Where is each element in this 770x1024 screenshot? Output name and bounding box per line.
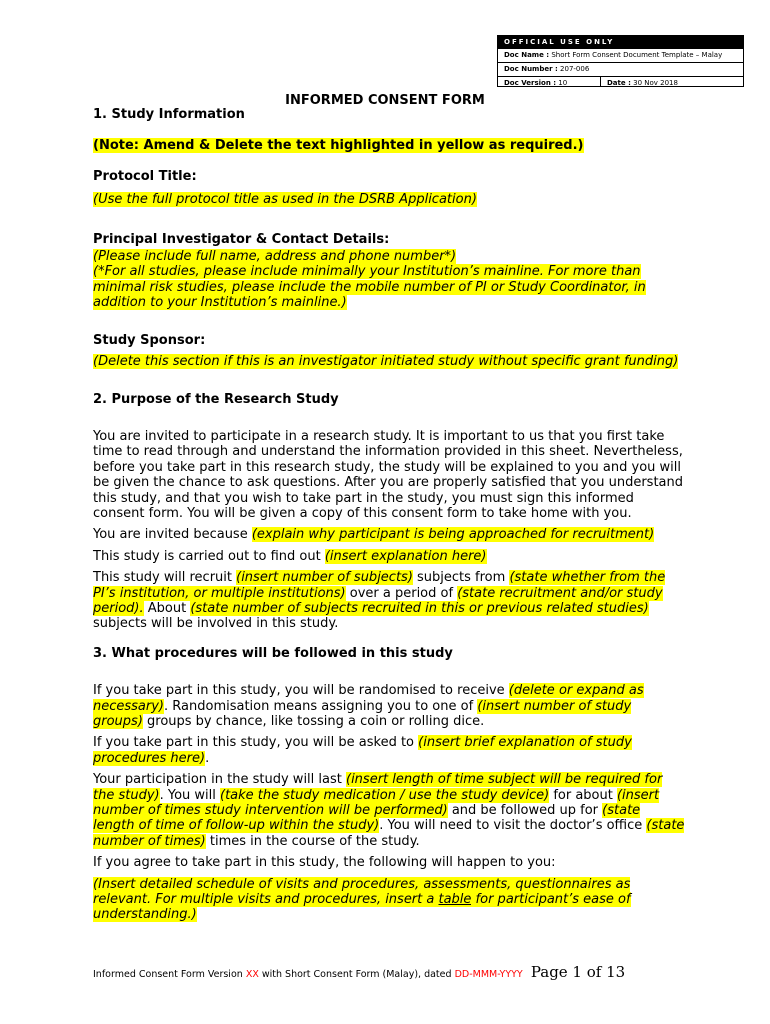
amend-note-text: (Note: Amend & Delete the text highlighted in yellow as required.) [93,138,584,154]
rand-hint-b: (delete or expand as necessary) [93,683,644,714]
invited-because-text: You are invited because [93,527,252,543]
doc-version-value: 10 [558,79,568,87]
page-footer [93,962,693,981]
sponsor-label: Study Sponsor: [93,332,206,348]
recruit-hint-f: (state recruitment and/or study period). [93,585,663,616]
recruit-text-i: subjects will be involved in this study. [93,616,339,632]
last-text-a: Your participation in the study will last [93,772,346,788]
doc-name-value: Short Form Consent Document Template – Malay [551,51,723,59]
carried-out-hint: (insert explanation here) [324,548,487,564]
footer-version: XX [245,969,259,980]
amend-note [93,138,685,153]
protocol-title-hint-text: (Use the full protocol title as used in the DSRB Application) [93,192,477,208]
last-hint-f: (insert number of times study intervention will be performed) [93,787,660,818]
doc-name-row [498,48,743,62]
page-number: Page 1 of 13 [530,963,626,981]
doc-number-label: Doc Number : [504,65,558,73]
sponsor-hint-text: (Delete this section if this is an investigator initiated study without specific grant funding) [93,354,679,370]
section-3-heading: 3. What procedures will be followed in this study [93,645,453,661]
invited-because [93,527,685,542]
last-text-c: . You will [159,787,220,803]
carried-out-text: This study is carried out to find out [93,548,325,564]
doc-number-value: 207-006 [560,65,590,73]
document-body [93,107,685,923]
asked-paragraph [93,735,685,766]
rand-hint-d: (insert number of study groups) [93,698,632,729]
pi-hint-2 [93,264,685,310]
official-use-header: OFFICIAL USE ONLY [498,36,743,48]
last-text-e: for about [549,787,617,803]
pi-hint-1 [93,249,685,264]
agree-paragraph: If you agree to take part in this study, the following will happen to you: [93,855,556,871]
schedule-hint-table: table [438,892,472,908]
doc-number-row [498,62,743,76]
recruit-text-g: About [143,600,191,616]
doc-date-cell [601,77,684,86]
rand-text-a: If you take part in this study, you will be randomised to receive [93,683,509,699]
last-hint-b: (insert length of time subject will be required for the study) [93,772,663,803]
pi-hint-1-text: (Please include full name, address and phone number*) [93,249,457,265]
rand-text-c: . Randomisation means assigning you to one of [164,698,478,714]
doc-date-value: 30 Nov 2018 [633,79,678,87]
last-hint-j: (state number of times) [93,818,685,849]
last-hint-d: (take the study medication / use the study device) [220,787,550,803]
last-text-k: times in the course of the study. [205,833,420,849]
section-1-heading: 1. Study Information [93,107,245,122]
doc-version-label: Doc Version : [504,79,557,87]
footer-text-a: Informed Consent Form Version [93,969,246,980]
last-hint-h: (state length of time of follow-up within the study) [93,803,641,834]
footer-date: DD-MMM-YYYY [454,969,523,980]
schedule-hint-c: for participant’s ease of understanding.) [93,892,631,923]
recruit-hint-b: (insert number of subjects) [236,570,413,586]
last-text-g: and be followed up for [447,803,603,818]
randomise-paragraph [93,683,685,729]
section-2-heading: 2. Purpose of the Research Study [93,392,339,408]
section-2-intro: You are invited to participate in a research study. It is important to us that you first take time to read through and understand the information provided in this sheet. Nevertheless, before you take part in this research study, the study will be explained to you and you will be given the chance to ask questions. After you are properly satisfied that you understand this study, and that you wish to take part in the study, you must sign this informed consent form. You will be given a copy of this consent form to take home with you. [93,428,683,521]
recruit-text-c: subjects from [412,570,510,586]
pi-hint-2-text: (*For all studies, please include minimally your Institution’s mainline. For more than minimal risk studies, please include the mobile number of PI or Study Coordinator, in addition to your Institution’s mainline.) [93,264,646,311]
doc-date-label: Date : [607,79,631,87]
protocol-title-label: Protocol Title: [93,168,197,184]
schedule-hint-a: (Insert detailed schedule of visits and procedures, assessments, questionnaires as relevant. For multiple visits and procedures, insert a [93,876,631,908]
asked-hint-b: (insert brief explanation of study procedures here) [93,735,632,766]
rand-text-e: groups by chance, like tossing a coin or rolling dice. [142,713,485,729]
doc-version-row [498,76,743,86]
carried-out [93,549,685,564]
official-use-box [497,35,744,87]
footer-text-b: with Short Consent Form (Malay), dated [258,969,455,980]
recruit-text-a: This study will recruit [93,570,237,586]
invited-because-hint: (explain why participant is being approached for recruitment) [251,527,655,543]
schedule-hint [93,877,685,923]
recruit-hint-d: (state whether from the PI’s institution, or multiple institutions) [93,570,666,601]
recruit-text-e: over a period of [345,585,458,601]
recruit-hint-h: (state number of subjects recruited in this or previous related studies) [190,600,649,616]
page-title: INFORMED CONSENT FORM [285,93,485,108]
protocol-title-hint [93,192,685,207]
recruit-paragraph [93,570,685,632]
doc-version-cell [498,77,601,86]
sponsor-hint [93,354,685,369]
doc-name-label: Doc Name : [504,51,550,59]
duration-paragraph [93,772,685,849]
asked-text-c: . [205,750,210,766]
pi-label: Principal Investigator & Contact Details: [93,231,390,247]
asked-text-a: If you take part in this study, you will be asked to [93,735,419,751]
last-text-i: . You will need to visit the doctor’s office [379,818,647,834]
